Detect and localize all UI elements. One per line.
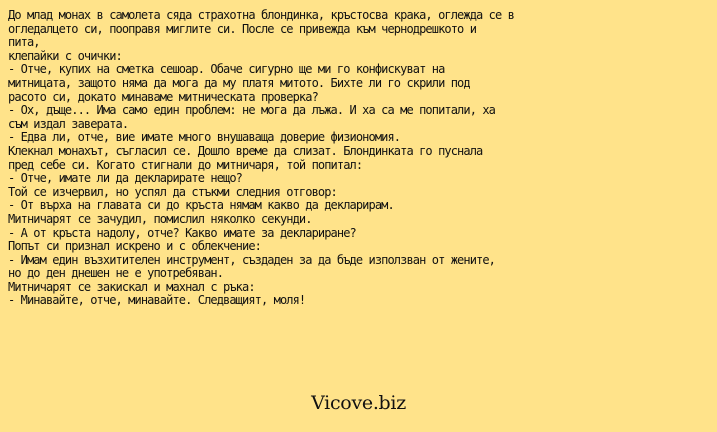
joke-line: клепайки с очички: [8,49,122,63]
joke-line: съм издал заверата. [8,117,129,131]
joke-line: - Ох, дъще... Има само един проблем: не мога да лъжа. И ха са ме попитали, ха [8,104,495,118]
joke-text [8,9,708,308]
joke-line: - Имам един възхитителен инструмент, създаден за да бъде използван от жените, [8,253,495,267]
joke-line: - Отче, имате ли да декларирате нещо? [8,172,243,186]
joke-line: митницата, защото няма да мога да му платя митото. Бихте ли го скрили под [8,76,470,90]
joke-line: но до ден днешен не е употребяван. [8,267,224,281]
joke-line: - Минавайте, отче, минавайте. Следващият, моля! [8,294,306,308]
joke-line: - А от кръста надолу, отче? Какво имате за деклариране? [8,226,356,240]
joke-line: Клекнал монахът, съгласил се. Дошло време да слизат. Блондинката го пуснала [8,144,483,158]
joke-line: - Отче, купих на сметка сешоар. Обаче сигурно ще ми го конфискуват на [8,63,445,77]
site-name: Vicove.biz [311,392,406,414]
joke-line: огледалцето си, пооправя миглите си. После се привежда към чернодрешкото и [8,22,477,36]
joke-line: Попът си признал искрено и с облекчение: [8,240,261,254]
joke-line: пита, [8,36,40,50]
joke-line: Митничарят се закискал и махнал с ръка: [8,280,255,294]
joke-line: Той се изчервил, но успял да стъкми следния отговор: [8,185,337,199]
joke-line: До млад монах в самолета сяда страхотна блондинка, кръстосва крака, оглежда се в [8,9,514,22]
joke-line: - Едва ли, отче, вие имате много внушаваща доверие физиономия. [8,131,401,145]
joke-line: Митничарят се зачудил, помислил няколко секунди. [8,212,312,226]
joke-line: - От върха на главата си до кръста нямам какво да декларирам. [8,199,394,213]
joke-line: пред себе си. Когато стигнали до митничаря, той попитал: [8,158,363,172]
joke-line: расото си, докато минаваме митническата проверка? [8,90,318,104]
